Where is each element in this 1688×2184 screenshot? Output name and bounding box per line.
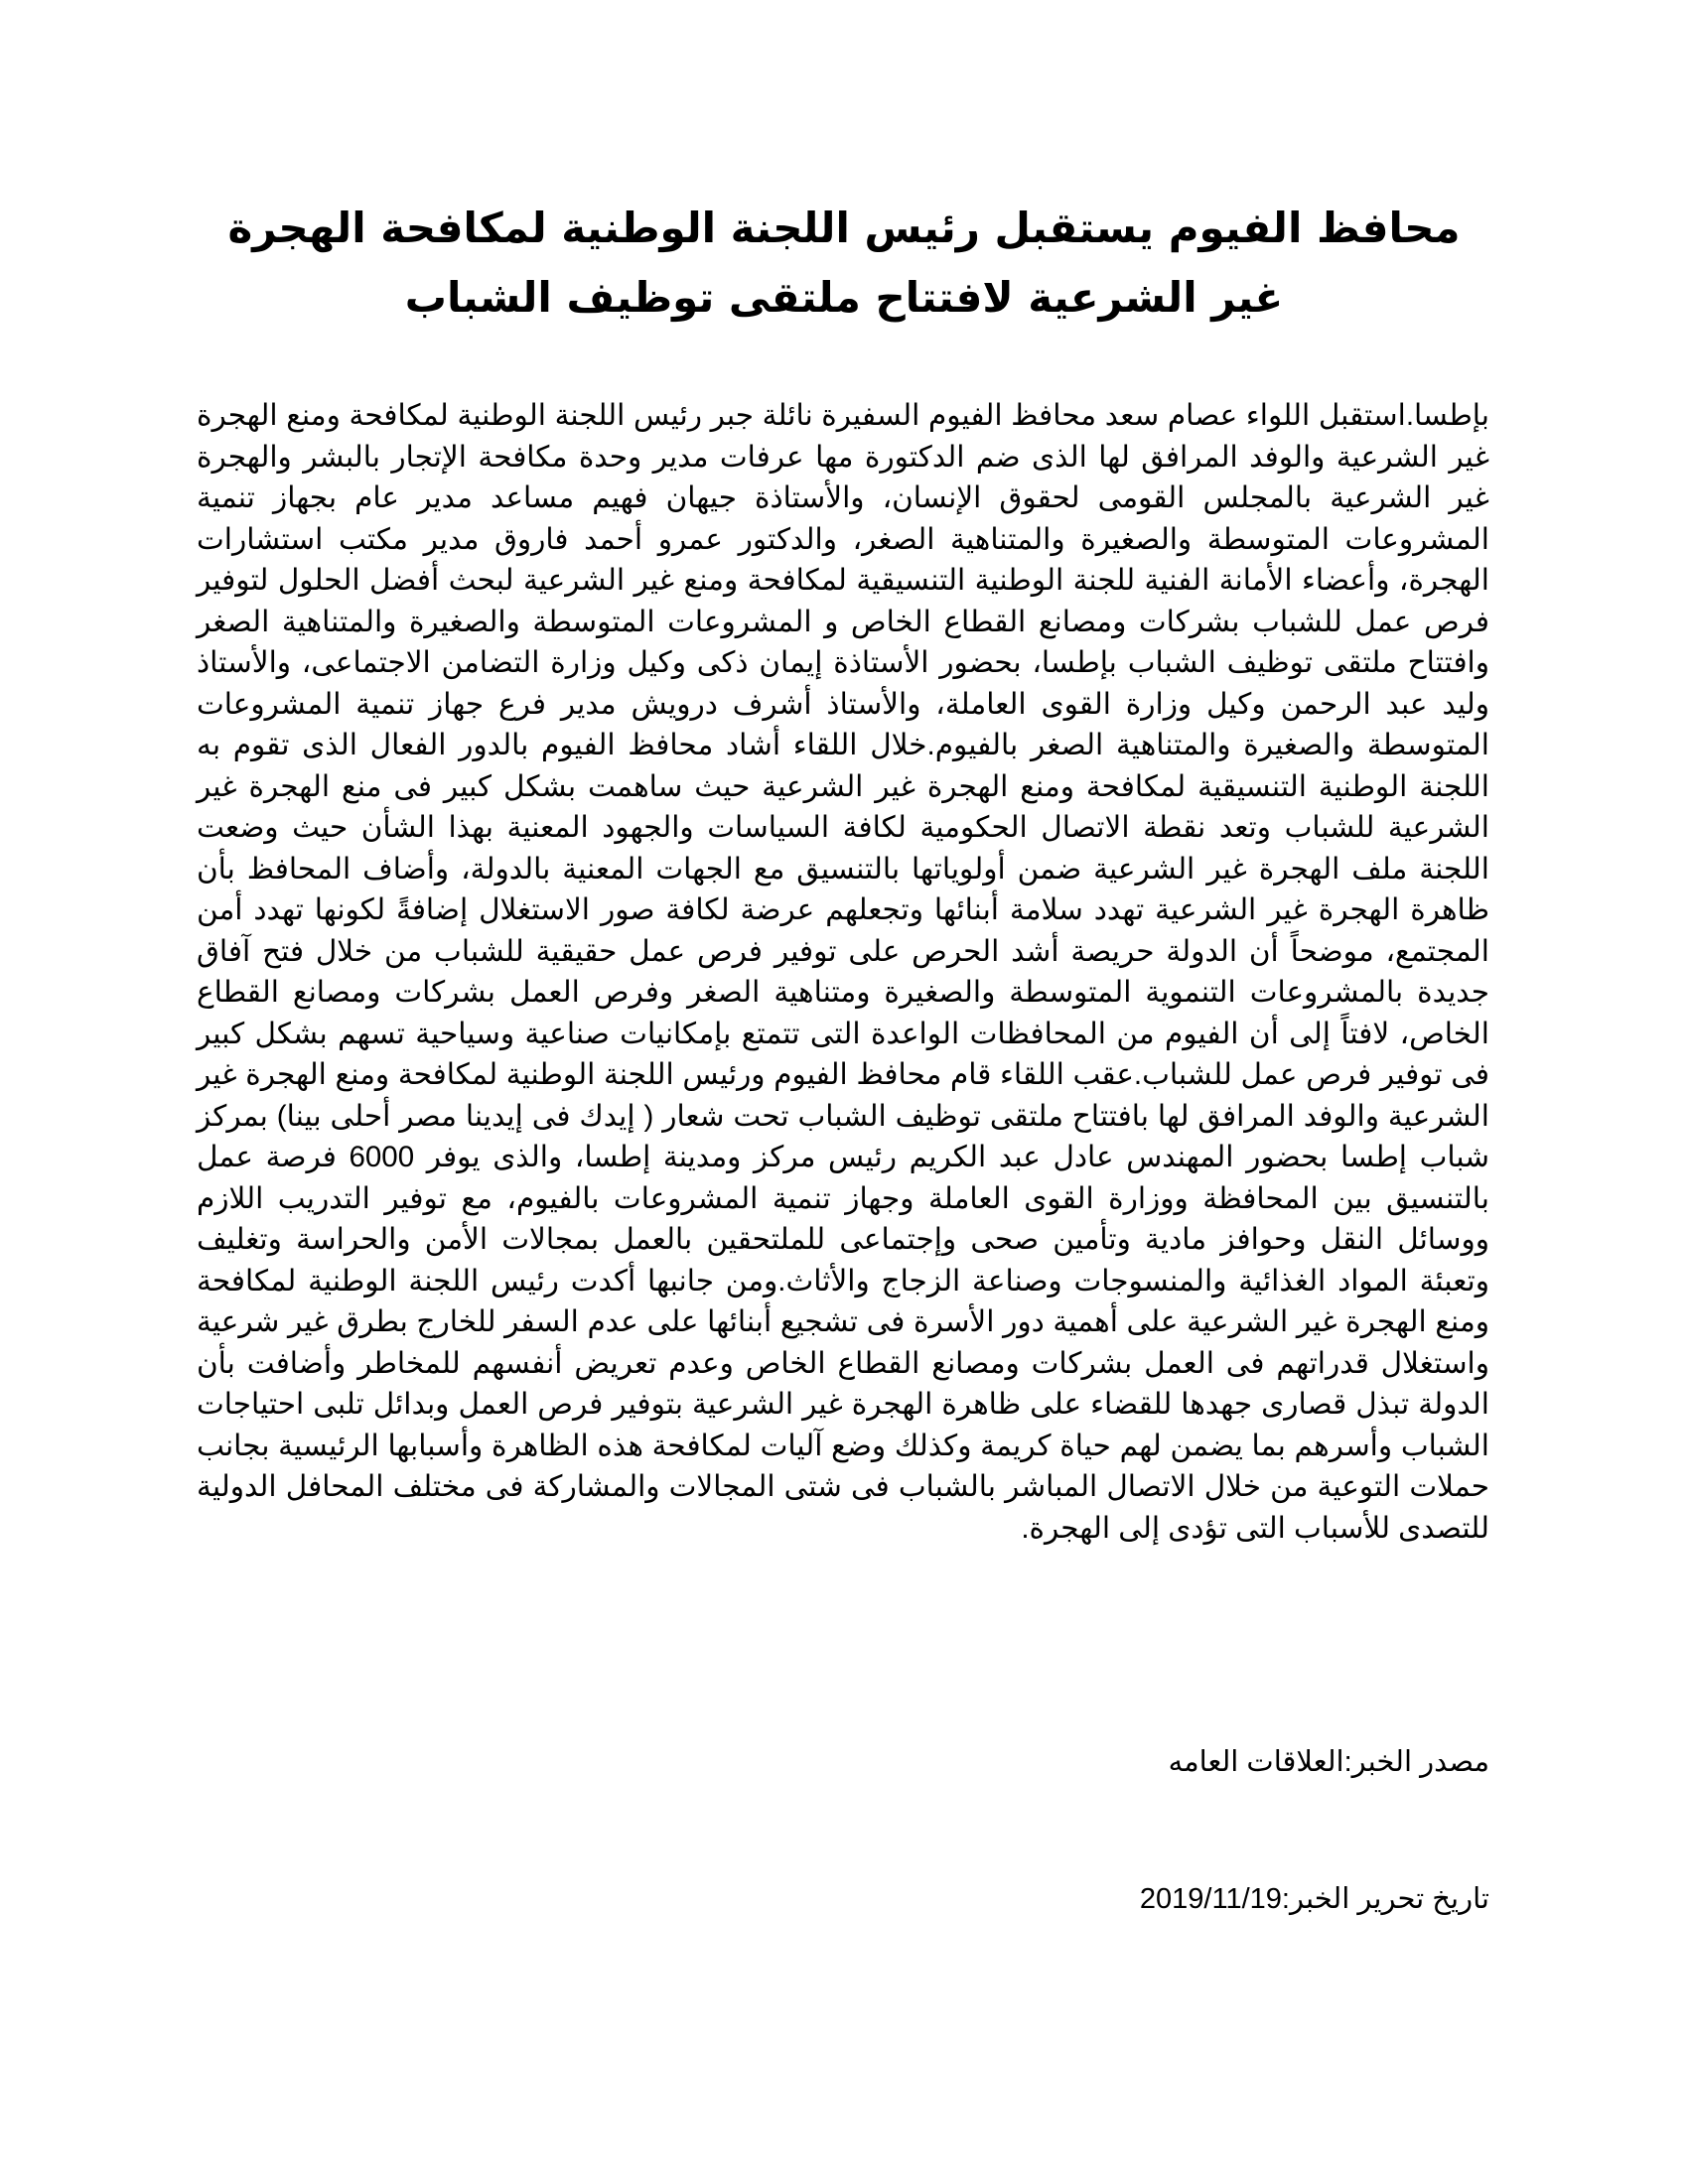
edit-date: تاريخ تحرير الخبر:2019/11/19	[1139, 1883, 1489, 1915]
article-title: محافظ الفيوم يستقبل رئيس اللجنة الوطنية لمكافحة الهجرة غير الشرعية لافتتاح ملتقى توظيف الشباب	[227, 204, 1461, 322]
article-body: بإطسا.استقبل اللواء عصام سعد محافظ الفيوم السفيرة نائلة جبر رئيس اللجنة الوطنية لمكافحة ومنع الهجرة غير الشرعية والوفد المرافق لها الذى ضم الدكتورة مها عرفات مدير وحدة مكافحة الإتجار بالبشر والهجرة غير الشرعية بالمجلس القومى لحقوق الإنسان، والأستاذة جيهان فهيم مساعد مدير عام بجهاز تنمية المشروعات المتوسطة والصغيرة والمتناهية الصغر، والدكتور عمرو أحمد فاروق مدير مكتب استشارات الهجرة، وأعضاء الأمانة الفنية للجنة الوطنية التنسيقية لمكافحة ومنع غير الشرعية لبحث أفضل الحلول لتوفير فرص عمل للشباب بشركات ومصانع القطاع الخاص و المشروعات المتوسطة والصغيرة والمتناهية الصغر وافتتاح ملتقى توظيف الشباب بإطسا، بحضور الأستاذة إيمان ذكى وكيل وزارة التضامن الاجتماعى، والأستاذ وليد عبد الرحمن وكيل وزارة القوى العاملة، والأستاذ أشرف درويش مدير فرع جهاز تنمية المشروعات المتوسطة والصغيرة والمتناهية الصغر بالفيوم.خلال اللقاء أشاد محافظ الفيوم بالدور الفعال الذى تقوم به اللجنة الوطنية التنسيقية لمكافحة ومنع الهجرة غير الشرعية حيث ساهمت بشكل كبير فى منع الهجرة غير الشرعية للشباب وتعد نقطة الاتصال الحكومية لكافة السياسات والجهود المعنية بهذا الشأن حيث وضعت اللجنة ملف الهجرة غير الشرعية ضمن أولوياتها بالتنسيق مع الجهات المعنية بالدولة، وأضاف المحافظ بأن ظاهرة الهجرة غير الشرعية تهدد سلامة أبنائها وتجعلهم عرضة لكافة صور الاستغلال إضافةً لكونها تهدد أمن المجتمع، موضحاً أن الدولة حريصة أشد الحرص على توفير فرص عمل حقيقية للشباب من خلال فتح آفاق جديدة بالمشروعات التنموية المتوسطة والصغيرة ومتناهية الصغر وفرص العمل بشركات ومصانع القطاع الخاص، لافتاً إلى أن الفيوم من المحافظات الواعدة التى تتمتع بإمكانيات صناعية وسياحية تسهم بشكل كبير فى توفير فرص عمل للشباب.عقب اللقاء قام محافظ الفيوم ورئيس اللجنة الوطنية لمكافحة ومنع الهجرة غير الشرعية والوفد المرافق لها بافتتاح ملتقى توظيف الشباب تحت شعار ( إيدك فى إيدينا مصر أحلى بينا) بمركز شباب إطسا بحضور المهندس عادل عبد الكريم رئيس مركز ومدينة إطسا، والذى يوفر 6000 فرصة عمل بالتنسيق بين المحافظة ووزارة القوى العاملة وجهاز تنمية المشروعات بالفيوم، مع توفير التدريب اللازم ووسائل النقل وحوافز مادية وتأمين صحى وإجتماعى للملتحقين بالعمل بمجالات الأمن والحراسة وتغليف وتعبئة المواد الغذائية والمنسوجات وصناعة الزجاج والأثاث.ومن جانبها أكدت رئيس اللجنة الوطنية لمكافحة ومنع الهجرة غير الشرعية على أهمية دور الأسرة فى تشجيع أبنائها على عدم السفر للخارج بطرق غير شرعية واستغلال قدراتهم فى العمل بشركات ومصانع القطاع الخاص وعدم تعريض أنفسهم للمخاطر وأضافت بأن الدولة تبذل قصارى جهدها للقضاء على ظاهرة الهجرة غير الشرعية بتوفير فرص العمل وبدائل تلبى احتياجات الشباب وأسرهم بما يضمن لهم حياة كريمة وكذلك وضع آليات لمكافحة هذه الظاهرة وأسبابها الرئيسية بجانب حملات التوعية من خلال الاتصال المباشر بالشباب فى شتى المجالات والمشاركة فى مختلف المحافل الدولية للتصدى للأسباب التى تؤدى إلى الهجرة.	[197, 399, 1489, 1545]
news-source: مصدر الخبر:العلاقات العامه	[1168, 1746, 1489, 1778]
